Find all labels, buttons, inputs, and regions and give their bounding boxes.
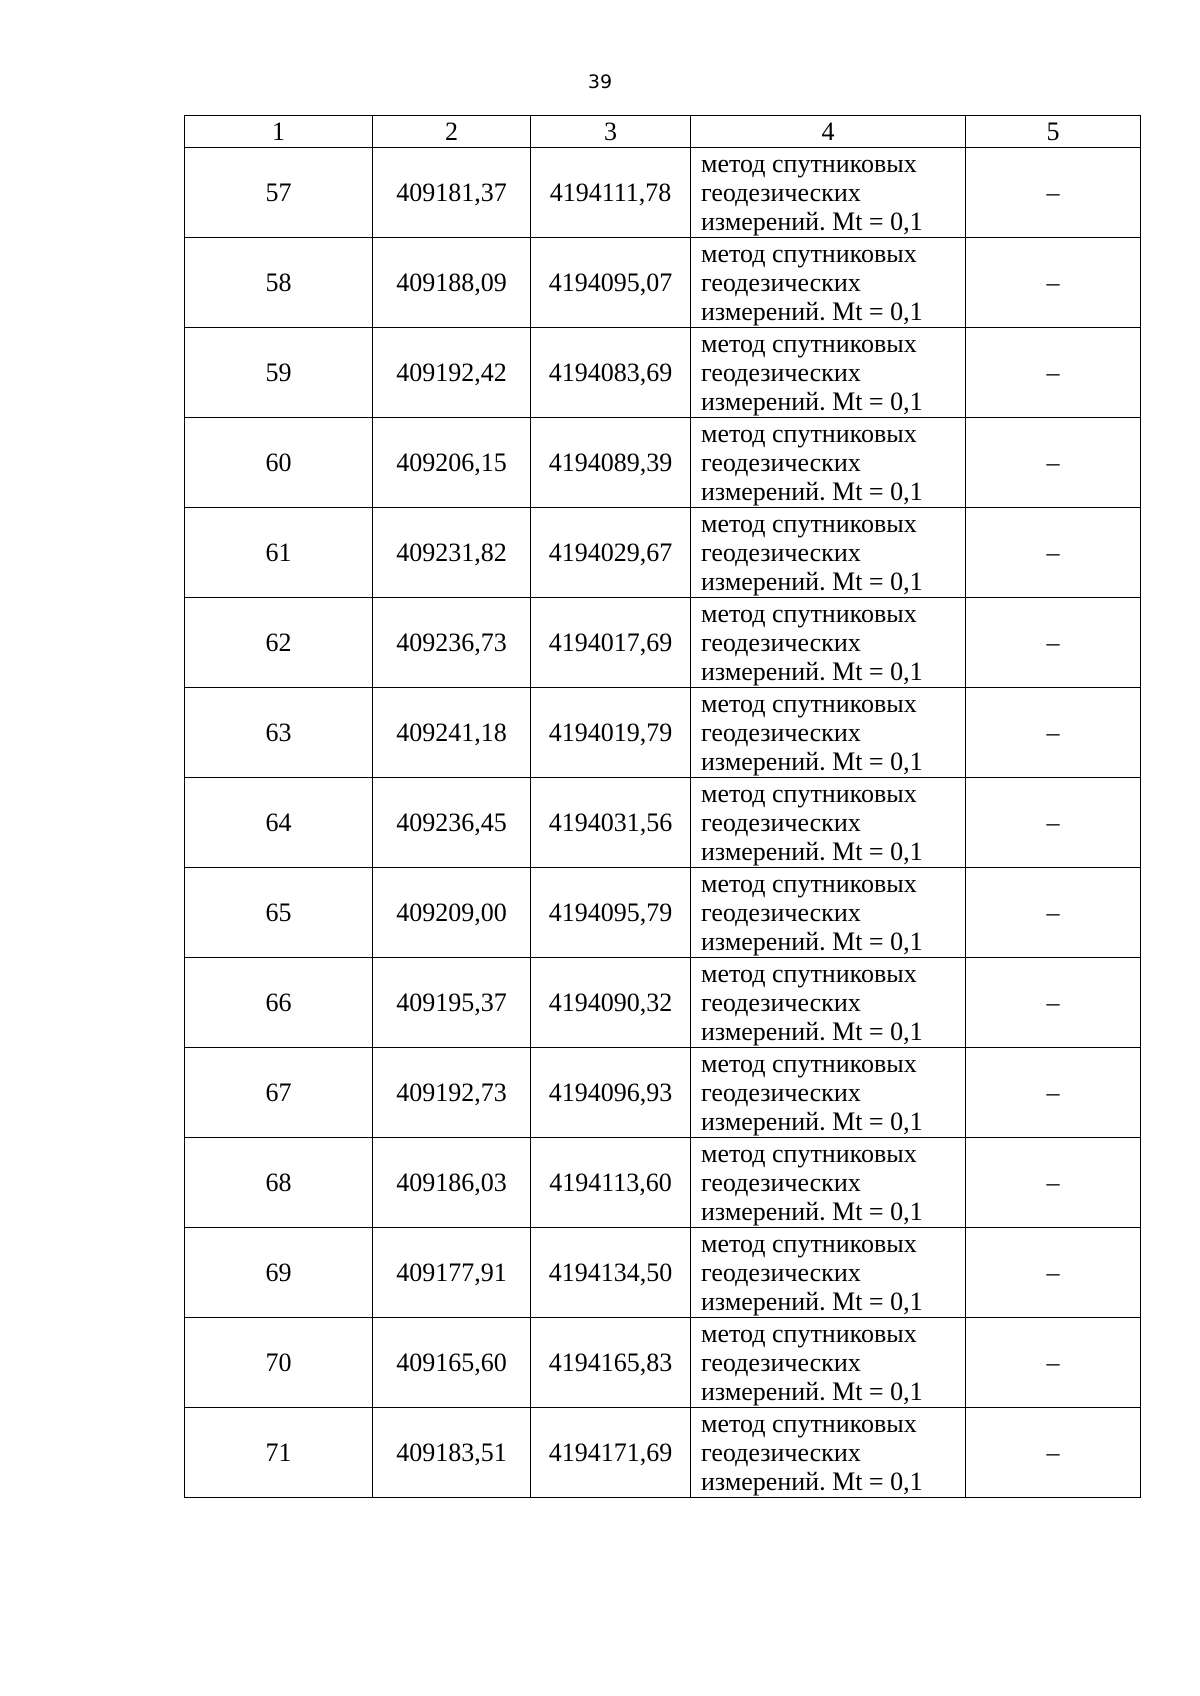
method-line: геодезических [701, 1258, 861, 1287]
table-row [185, 328, 1141, 418]
x-coordinate-cell: 409236,45 [373, 778, 531, 868]
point-number-cell: 63 [185, 688, 373, 778]
point-number-cell: 62 [185, 598, 373, 688]
method-line: геодезических [701, 358, 861, 387]
table-row [185, 238, 1141, 328]
point-number-cell: 70 [185, 1318, 373, 1408]
method-line: геодезических [701, 178, 861, 207]
x-coordinate-cell: 409241,18 [373, 688, 531, 778]
method-cell [691, 778, 966, 868]
column-header-1: 1 [185, 116, 373, 148]
method-cell [691, 148, 966, 238]
x-coordinate-cell: 409209,00 [373, 868, 531, 958]
note-cell: – [966, 868, 1141, 958]
y-coordinate-cell: 4194019,79 [531, 688, 691, 778]
method-cell [691, 958, 966, 1048]
method-line: метод спутниковых [701, 1049, 917, 1078]
method-line: метод спутниковых [701, 689, 917, 718]
y-coordinate-cell: 4194171,69 [531, 1408, 691, 1498]
method-cell [691, 1318, 966, 1408]
y-coordinate-cell: 4194090,32 [531, 958, 691, 1048]
method-line: метод спутниковых [701, 149, 917, 178]
method-line: геодезических [701, 268, 861, 297]
note-cell: – [966, 148, 1141, 238]
point-number-cell: 61 [185, 508, 373, 598]
y-coordinate-cell: 4194029,67 [531, 508, 691, 598]
note-cell: – [966, 1228, 1141, 1318]
method-line: метод спутниковых [701, 959, 917, 988]
x-coordinate-cell: 409206,15 [373, 418, 531, 508]
coordinates-table [184, 115, 1141, 1498]
table-row [185, 1228, 1141, 1318]
method-line: измерений. Mt = 0,1 [701, 657, 923, 686]
method-cell [691, 328, 966, 418]
method-line: метод спутниковых [701, 239, 917, 268]
point-number-cell: 65 [185, 868, 373, 958]
table-row [185, 418, 1141, 508]
table-row [185, 1138, 1141, 1228]
method-line: измерений. Mt = 0,1 [701, 927, 923, 956]
method-line: геодезических [701, 718, 861, 747]
method-line: метод спутниковых [701, 419, 917, 448]
point-number-cell: 57 [185, 148, 373, 238]
column-header-3: 3 [531, 116, 691, 148]
x-coordinate-cell: 409195,37 [373, 958, 531, 1048]
note-cell: – [966, 328, 1141, 418]
method-cell [691, 688, 966, 778]
note-cell: – [966, 778, 1141, 868]
x-coordinate-cell: 409192,42 [373, 328, 531, 418]
method-line: метод спутниковых [701, 1229, 917, 1258]
point-number-cell: 69 [185, 1228, 373, 1318]
x-coordinate-cell: 409231,82 [373, 508, 531, 598]
method-line: измерений. Mt = 0,1 [701, 207, 923, 236]
note-cell: – [966, 598, 1141, 688]
y-coordinate-cell: 4194095,79 [531, 868, 691, 958]
point-number-cell: 67 [185, 1048, 373, 1138]
method-line: измерений. Mt = 0,1 [701, 297, 923, 326]
point-number-cell: 66 [185, 958, 373, 1048]
method-line: геодезических [701, 538, 861, 567]
method-line: метод спутниковых [701, 509, 917, 538]
table-row [185, 688, 1141, 778]
table-row [185, 508, 1141, 598]
table-row [185, 1408, 1141, 1498]
point-number-cell: 71 [185, 1408, 373, 1498]
note-cell: – [966, 1138, 1141, 1228]
note-cell: – [966, 418, 1141, 508]
method-line: геодезических [701, 628, 861, 657]
x-coordinate-cell: 409188,09 [373, 238, 531, 328]
table-body [185, 148, 1141, 1498]
method-line: измерений. Mt = 0,1 [701, 837, 923, 866]
point-number-cell: 64 [185, 778, 373, 868]
note-cell: – [966, 958, 1141, 1048]
method-cell [691, 1228, 966, 1318]
point-number-cell: 59 [185, 328, 373, 418]
method-cell [691, 1138, 966, 1228]
method-line: геодезических [701, 448, 861, 477]
y-coordinate-cell: 4194031,56 [531, 778, 691, 868]
table-header-row [185, 116, 1141, 148]
method-line: измерений. Mt = 0,1 [701, 567, 923, 596]
x-coordinate-cell: 409192,73 [373, 1048, 531, 1138]
method-line: измерений. Mt = 0,1 [701, 1197, 923, 1226]
method-cell [691, 868, 966, 958]
note-cell: – [966, 1048, 1141, 1138]
method-line: метод спутниковых [701, 599, 917, 628]
method-line: метод спутниковых [701, 1319, 917, 1348]
method-line: измерений. Mt = 0,1 [701, 387, 923, 416]
note-cell: – [966, 1408, 1141, 1498]
method-line: измерений. Mt = 0,1 [701, 1377, 923, 1406]
method-line: измерений. Mt = 0,1 [701, 1287, 923, 1316]
method-line: метод спутниковых [701, 329, 917, 358]
page-number: 39 [587, 71, 613, 93]
method-cell [691, 598, 966, 688]
method-line: геодезических [701, 898, 861, 927]
note-cell: – [966, 238, 1141, 328]
method-line: геодезических [701, 988, 861, 1017]
table-row [185, 1318, 1141, 1408]
note-cell: – [966, 688, 1141, 778]
x-coordinate-cell: 409165,60 [373, 1318, 531, 1408]
point-number-cell: 68 [185, 1138, 373, 1228]
method-line: измерений. Mt = 0,1 [701, 1017, 923, 1046]
y-coordinate-cell: 4194165,83 [531, 1318, 691, 1408]
y-coordinate-cell: 4194089,39 [531, 418, 691, 508]
method-line: измерений. Mt = 0,1 [701, 1107, 923, 1136]
table-row [185, 598, 1141, 688]
method-line: измерений. Mt = 0,1 [701, 1467, 923, 1496]
note-cell: – [966, 1318, 1141, 1408]
column-header-5: 5 [966, 116, 1141, 148]
y-coordinate-cell: 4194113,60 [531, 1138, 691, 1228]
method-line: геодезических [701, 1078, 861, 1107]
method-line: геодезических [701, 1348, 861, 1377]
y-coordinate-cell: 4194096,93 [531, 1048, 691, 1138]
column-header-2: 2 [373, 116, 531, 148]
y-coordinate-cell: 4194095,07 [531, 238, 691, 328]
method-line: метод спутниковых [701, 1139, 917, 1168]
method-line: геодезических [701, 1168, 861, 1197]
point-number-cell: 58 [185, 238, 373, 328]
x-coordinate-cell: 409186,03 [373, 1138, 531, 1228]
y-coordinate-cell: 4194083,69 [531, 328, 691, 418]
method-line: метод спутниковых [701, 1409, 917, 1438]
method-line: измерений. Mt = 0,1 [701, 747, 923, 776]
table-row [185, 778, 1141, 868]
method-line: измерений. Mt = 0,1 [701, 477, 923, 506]
method-cell [691, 1408, 966, 1498]
method-cell [691, 418, 966, 508]
x-coordinate-cell: 409181,37 [373, 148, 531, 238]
note-cell: – [966, 508, 1141, 598]
method-cell [691, 508, 966, 598]
table-row [185, 1048, 1141, 1138]
point-number-cell: 60 [185, 418, 373, 508]
column-header-4: 4 [691, 116, 966, 148]
table-row [185, 958, 1141, 1048]
x-coordinate-cell: 409177,91 [373, 1228, 531, 1318]
method-line: геодезических [701, 808, 861, 837]
table-row [185, 148, 1141, 238]
y-coordinate-cell: 4194017,69 [531, 598, 691, 688]
method-line: геодезических [701, 1438, 861, 1467]
y-coordinate-cell: 4194134,50 [531, 1228, 691, 1318]
method-line: метод спутниковых [701, 779, 917, 808]
table-row [185, 868, 1141, 958]
method-line: метод спутниковых [701, 869, 917, 898]
x-coordinate-cell: 409183,51 [373, 1408, 531, 1498]
x-coordinate-cell: 409236,73 [373, 598, 531, 688]
method-cell [691, 238, 966, 328]
method-cell [691, 1048, 966, 1138]
y-coordinate-cell: 4194111,78 [531, 148, 691, 238]
